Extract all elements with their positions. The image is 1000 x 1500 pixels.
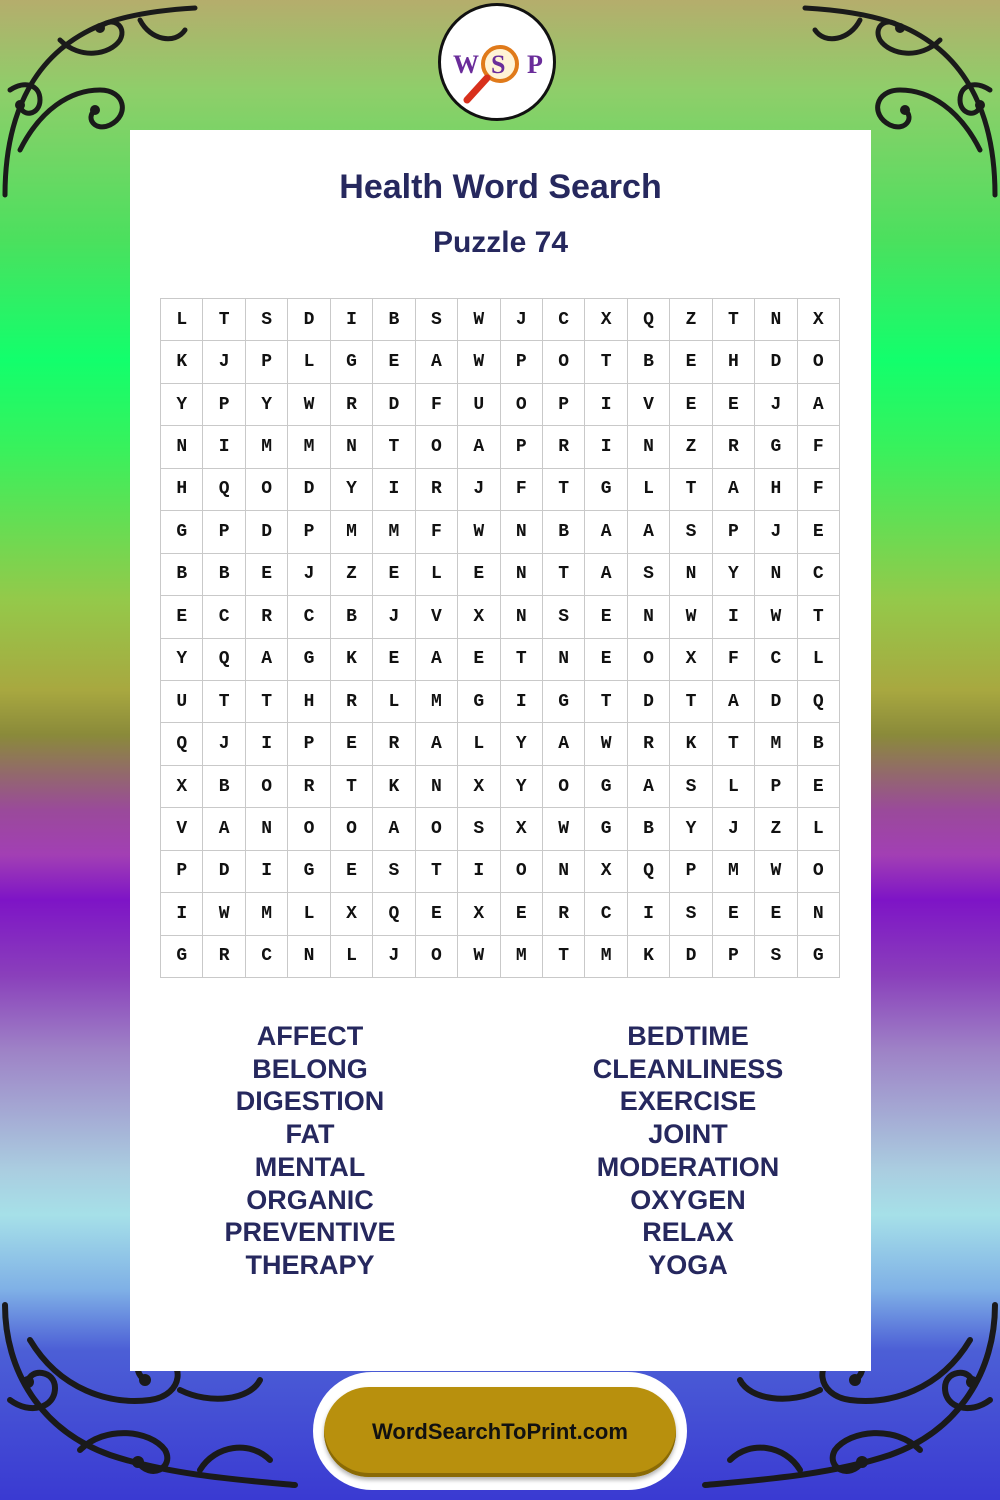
grid-cell[interactable]: B: [203, 766, 245, 808]
grid-cell[interactable]: G: [331, 341, 373, 383]
grid-cell[interactable]: E: [331, 723, 373, 765]
grid-cell[interactable]: I: [628, 893, 670, 935]
grid-cell[interactable]: D: [755, 681, 797, 723]
grid-cell[interactable]: S: [543, 596, 585, 638]
grid-cell[interactable]: T: [203, 681, 245, 723]
grid-cell[interactable]: Z: [755, 808, 797, 850]
word-list-item: YOGA: [648, 1249, 728, 1280]
grid-cell[interactable]: T: [585, 681, 627, 723]
grid-cell[interactable]: O: [628, 639, 670, 681]
grid-cell[interactable]: B: [203, 554, 245, 596]
grid-cell[interactable]: P: [161, 851, 203, 893]
grid-cell[interactable]: J: [203, 723, 245, 765]
word-list-item: EXERCISE: [619, 1086, 757, 1117]
grid-cell[interactable]: Q: [161, 723, 203, 765]
grid-cell[interactable]: O: [798, 851, 840, 893]
grid-cell[interactable]: Y: [501, 723, 543, 765]
grid-cell[interactable]: K: [331, 639, 373, 681]
grid-cell[interactable]: E: [670, 384, 712, 426]
grid-cell[interactable]: J: [713, 808, 755, 850]
grid-cell[interactable]: Y: [161, 384, 203, 426]
grid-cell[interactable]: Q: [203, 469, 245, 511]
grid-cell[interactable]: S: [246, 299, 288, 341]
grid-cell[interactable]: Z: [670, 426, 712, 468]
word-list-left: [130, 1020, 490, 1282]
grid-cell[interactable]: C: [203, 596, 245, 638]
grid-cell[interactable]: E: [246, 554, 288, 596]
letter-grid: [160, 298, 840, 978]
grid-cell[interactable]: A: [373, 808, 415, 850]
grid-cell[interactable]: B: [373, 299, 415, 341]
grid-cell[interactable]: Y: [161, 639, 203, 681]
grid-cell[interactable]: N: [628, 426, 670, 468]
grid-cell[interactable]: P: [288, 511, 330, 553]
grid-cell[interactable]: N: [416, 766, 458, 808]
grid-cell[interactable]: Y: [713, 554, 755, 596]
grid-cell[interactable]: C: [755, 639, 797, 681]
grid-cell[interactable]: E: [161, 596, 203, 638]
grid-cell[interactable]: P: [713, 936, 755, 978]
grid-cell[interactable]: C: [288, 596, 330, 638]
grid-cell[interactable]: V: [416, 596, 458, 638]
grid-cell[interactable]: D: [288, 469, 330, 511]
grid-cell[interactable]: L: [416, 554, 458, 596]
logo-letter-s: S: [491, 50, 506, 79]
grid-cell[interactable]: A: [246, 639, 288, 681]
grid-cell[interactable]: A: [416, 639, 458, 681]
grid-cell[interactable]: M: [713, 851, 755, 893]
grid-cell[interactable]: F: [798, 426, 840, 468]
grid-cell[interactable]: I: [458, 851, 500, 893]
grid-cell[interactable]: B: [628, 341, 670, 383]
grid-cell[interactable]: A: [713, 469, 755, 511]
word-list-item: FAT: [285, 1119, 335, 1150]
grid-cell[interactable]: X: [458, 893, 500, 935]
grid-cell[interactable]: S: [670, 511, 712, 553]
grid-cell[interactable]: E: [713, 384, 755, 426]
grid-cell[interactable]: K: [670, 723, 712, 765]
grid-cell[interactable]: T: [713, 723, 755, 765]
grid-cell[interactable]: G: [755, 426, 797, 468]
grid-cell[interactable]: L: [628, 469, 670, 511]
grid-cell[interactable]: R: [543, 893, 585, 935]
grid-cell[interactable]: L: [713, 766, 755, 808]
grid-cell[interactable]: E: [331, 851, 373, 893]
puzzle-number: Puzzle 74: [432, 226, 569, 259]
grid-cell[interactable]: N: [501, 511, 543, 553]
grid-cell[interactable]: P: [501, 341, 543, 383]
grid-cell[interactable]: A: [416, 341, 458, 383]
grid-cell[interactable]: N: [543, 639, 585, 681]
grid-cell[interactable]: T: [585, 341, 627, 383]
grid-cell[interactable]: K: [373, 766, 415, 808]
word-list-item: THERAPY: [245, 1249, 375, 1280]
grid-cell[interactable]: A: [416, 723, 458, 765]
grid-cell[interactable]: E: [501, 893, 543, 935]
grid-cell[interactable]: B: [628, 808, 670, 850]
grid-cell[interactable]: E: [416, 893, 458, 935]
grid-cell[interactable]: B: [331, 596, 373, 638]
grid-cell[interactable]: T: [798, 596, 840, 638]
grid-cell[interactable]: F: [501, 469, 543, 511]
grid-cell[interactable]: O: [416, 936, 458, 978]
grid-cell[interactable]: W: [458, 341, 500, 383]
grid-cell[interactable]: N: [331, 426, 373, 468]
grid-cell[interactable]: V: [161, 808, 203, 850]
grid-cell[interactable]: X: [585, 851, 627, 893]
grid-cell[interactable]: M: [416, 681, 458, 723]
grid-cell[interactable]: D: [288, 299, 330, 341]
grid-cell[interactable]: L: [288, 341, 330, 383]
grid-cell[interactable]: P: [755, 766, 797, 808]
grid-cell[interactable]: N: [501, 596, 543, 638]
word-list-right: [508, 1020, 868, 1282]
grid-cell[interactable]: N: [543, 851, 585, 893]
word-list-item: ORGANIC: [246, 1184, 374, 1215]
word-list-item: CLEANLINESS: [592, 1053, 784, 1084]
grid-cell[interactable]: G: [585, 808, 627, 850]
grid-cell[interactable]: N: [798, 893, 840, 935]
grid-cell[interactable]: O: [246, 766, 288, 808]
grid-cell[interactable]: M: [246, 893, 288, 935]
grid-cell[interactable]: W: [458, 936, 500, 978]
grid-cell[interactable]: Q: [628, 299, 670, 341]
grid-cell[interactable]: P: [670, 851, 712, 893]
grid-cell[interactable]: L: [331, 936, 373, 978]
grid-cell[interactable]: J: [373, 596, 415, 638]
grid-cell[interactable]: R: [416, 469, 458, 511]
grid-cell[interactable]: T: [501, 639, 543, 681]
grid-cell[interactable]: W: [543, 808, 585, 850]
grid-cell[interactable]: I: [501, 681, 543, 723]
grid-cell[interactable]: A: [798, 384, 840, 426]
grid-cell[interactable]: O: [416, 426, 458, 468]
grid-cell[interactable]: Y: [331, 469, 373, 511]
grid-cell[interactable]: X: [501, 808, 543, 850]
grid-cell[interactable]: T: [713, 299, 755, 341]
grid-cell[interactable]: J: [755, 511, 797, 553]
grid-cell[interactable]: K: [161, 341, 203, 383]
grid-cell[interactable]: I: [373, 469, 415, 511]
grid-cell[interactable]: A: [713, 681, 755, 723]
grid-cell[interactable]: R: [373, 723, 415, 765]
grid-cell[interactable]: X: [670, 639, 712, 681]
grid-cell[interactable]: P: [203, 511, 245, 553]
word-list-item: OXYGEN: [630, 1184, 746, 1215]
logo-letter-w: W: [453, 50, 479, 79]
grid-cell[interactable]: L: [373, 681, 415, 723]
grid-cell[interactable]: D: [628, 681, 670, 723]
word-list-item: DIGESTION: [235, 1086, 385, 1117]
grid-cell[interactable]: B: [798, 723, 840, 765]
grid-cell[interactable]: S: [755, 936, 797, 978]
grid-cell[interactable]: N: [755, 554, 797, 596]
grid-cell[interactable]: W: [288, 384, 330, 426]
grid-cell[interactable]: R: [713, 426, 755, 468]
grid-cell[interactable]: E: [373, 639, 415, 681]
grid-cell[interactable]: F: [416, 384, 458, 426]
grid-cell[interactable]: G: [585, 766, 627, 808]
grid-cell[interactable]: Y: [501, 766, 543, 808]
grid-cell[interactable]: N: [161, 426, 203, 468]
word-list-item: PREVENTIVE: [224, 1217, 396, 1248]
grid-cell[interactable]: R: [288, 766, 330, 808]
grid-cell[interactable]: O: [543, 341, 585, 383]
word-list-item: RELAX: [642, 1217, 734, 1248]
word-list-item: AFFECT: [256, 1021, 364, 1051]
grid-cell[interactable]: E: [373, 341, 415, 383]
grid-cell[interactable]: X: [458, 596, 500, 638]
grid-cell[interactable]: I: [246, 851, 288, 893]
grid-cell[interactable]: C: [543, 299, 585, 341]
grid-cell[interactable]: F: [416, 511, 458, 553]
grid-cell[interactable]: P: [288, 723, 330, 765]
grid-cell[interactable]: R: [331, 681, 373, 723]
grid-cell[interactable]: Z: [331, 554, 373, 596]
grid-cell[interactable]: C: [585, 893, 627, 935]
grid-cell[interactable]: H: [288, 681, 330, 723]
word-list-item: JOINT: [648, 1119, 728, 1150]
grid-cell[interactable]: O: [501, 851, 543, 893]
grid-cell[interactable]: L: [798, 808, 840, 850]
grid-cell[interactable]: R: [246, 596, 288, 638]
grid-cell[interactable]: M: [246, 426, 288, 468]
grid-cell[interactable]: G: [543, 681, 585, 723]
grid-cell[interactable]: D: [755, 341, 797, 383]
grid-cell[interactable]: D: [246, 511, 288, 553]
grid-cell[interactable]: G: [798, 936, 840, 978]
grid-cell[interactable]: T: [543, 936, 585, 978]
grid-cell[interactable]: S: [416, 299, 458, 341]
grid-cell[interactable]: T: [246, 681, 288, 723]
grid-cell[interactable]: I: [161, 893, 203, 935]
grid-cell[interactable]: C: [246, 936, 288, 978]
grid-cell[interactable]: F: [713, 639, 755, 681]
grid-cell[interactable]: E: [798, 766, 840, 808]
grid-cell[interactable]: Z: [670, 299, 712, 341]
grid-cell[interactable]: G: [585, 469, 627, 511]
grid-cell[interactable]: D: [203, 851, 245, 893]
grid-cell[interactable]: R: [628, 723, 670, 765]
grid-cell[interactable]: Y: [670, 808, 712, 850]
grid-cell[interactable]: A: [543, 723, 585, 765]
grid-cell[interactable]: N: [288, 936, 330, 978]
grid-cell[interactable]: A: [585, 554, 627, 596]
grid-cell[interactable]: F: [798, 469, 840, 511]
grid-cell[interactable]: E: [713, 893, 755, 935]
grid-cell[interactable]: B: [161, 554, 203, 596]
grid-cell[interactable]: D: [670, 936, 712, 978]
wsp-logo[interactable]: [438, 3, 556, 121]
grid-cell[interactable]: R: [543, 426, 585, 468]
grid-cell[interactable]: A: [628, 511, 670, 553]
grid-cell[interactable]: L: [798, 639, 840, 681]
grid-cell[interactable]: W: [458, 511, 500, 553]
grid-cell[interactable]: T: [543, 554, 585, 596]
grid-cell[interactable]: G: [288, 851, 330, 893]
grid-cell[interactable]: H: [161, 469, 203, 511]
grid-cell[interactable]: E: [458, 554, 500, 596]
grid-cell[interactable]: W: [755, 596, 797, 638]
grid-cell[interactable]: V: [628, 384, 670, 426]
word-list-item: MODERATION: [596, 1151, 780, 1182]
grid-cell[interactable]: G: [288, 639, 330, 681]
grid-cell[interactable]: O: [416, 808, 458, 850]
grid-cell[interactable]: E: [670, 341, 712, 383]
grid-cell[interactable]: M: [501, 936, 543, 978]
logo-letter-p: P: [527, 50, 543, 79]
grid-cell[interactable]: W: [755, 851, 797, 893]
grid-cell[interactable]: P: [713, 511, 755, 553]
grid-cell[interactable]: T: [331, 766, 373, 808]
grid-cell[interactable]: E: [585, 639, 627, 681]
grid-cell[interactable]: M: [331, 511, 373, 553]
grid-cell[interactable]: S: [670, 893, 712, 935]
grid-cell[interactable]: U: [458, 384, 500, 426]
grid-cell[interactable]: A: [628, 766, 670, 808]
website-link[interactable]: WordSearchToPrint.com: [324, 1387, 676, 1477]
grid-cell[interactable]: G: [161, 511, 203, 553]
word-list-item: BEDTIME: [627, 1021, 749, 1051]
grid-cell[interactable]: I: [713, 596, 755, 638]
grid-cell[interactable]: J: [203, 341, 245, 383]
grid-cell[interactable]: E: [755, 893, 797, 935]
grid-cell[interactable]: B: [543, 511, 585, 553]
grid-cell[interactable]: E: [458, 639, 500, 681]
grid-cell[interactable]: N: [670, 554, 712, 596]
grid-cell[interactable]: T: [670, 681, 712, 723]
grid-cell[interactable]: W: [203, 893, 245, 935]
grid-cell[interactable]: X: [585, 299, 627, 341]
grid-cell[interactable]: N: [755, 299, 797, 341]
grid-cell[interactable]: O: [288, 808, 330, 850]
grid-cell[interactable]: G: [458, 681, 500, 723]
grid-cell[interactable]: X: [458, 766, 500, 808]
puzzle-panel: [130, 130, 871, 1371]
grid-cell[interactable]: J: [755, 384, 797, 426]
grid-cell[interactable]: I: [331, 299, 373, 341]
grid-cell[interactable]: N: [628, 596, 670, 638]
grid-cell[interactable]: T: [670, 469, 712, 511]
grid-cell[interactable]: S: [458, 808, 500, 850]
grid-cell[interactable]: T: [543, 469, 585, 511]
grid-cell[interactable]: L: [458, 723, 500, 765]
grid-cell[interactable]: X: [798, 299, 840, 341]
grid-cell[interactable]: P: [501, 426, 543, 468]
grid-cell[interactable]: Q: [798, 681, 840, 723]
grid-cell[interactable]: I: [203, 426, 245, 468]
grid-cell[interactable]: Q: [373, 893, 415, 935]
grid-cell[interactable]: I: [585, 426, 627, 468]
grid-cell[interactable]: N: [246, 808, 288, 850]
grid-cell[interactable]: P: [543, 384, 585, 426]
grid-cell[interactable]: J: [501, 299, 543, 341]
grid-cell[interactable]: A: [203, 808, 245, 850]
grid-cell[interactable]: I: [246, 723, 288, 765]
grid-cell[interactable]: J: [288, 554, 330, 596]
grid-cell[interactable]: M: [755, 723, 797, 765]
grid-cell[interactable]: N: [501, 554, 543, 596]
grid-cell[interactable]: O: [543, 766, 585, 808]
grid-cell[interactable]: Q: [628, 851, 670, 893]
grid-cell[interactable]: H: [755, 469, 797, 511]
grid-cell[interactable]: A: [458, 426, 500, 468]
grid-cell[interactable]: T: [373, 426, 415, 468]
word-list-item: BELONG: [252, 1053, 368, 1084]
grid-cell[interactable]: O: [246, 469, 288, 511]
grid-cell[interactable]: E: [373, 554, 415, 596]
grid-cell[interactable]: W: [670, 596, 712, 638]
grid-cell[interactable]: S: [670, 766, 712, 808]
grid-cell[interactable]: R: [331, 384, 373, 426]
grid-cell[interactable]: O: [501, 384, 543, 426]
grid-cell[interactable]: A: [585, 511, 627, 553]
grid-cell[interactable]: Q: [203, 639, 245, 681]
grid-cell[interactable]: M: [585, 936, 627, 978]
grid-cell[interactable]: J: [458, 469, 500, 511]
grid-cell[interactable]: L: [161, 299, 203, 341]
grid-cell[interactable]: O: [798, 341, 840, 383]
grid-cell[interactable]: X: [331, 893, 373, 935]
grid-cell[interactable]: S: [628, 554, 670, 596]
grid-cell[interactable]: D: [373, 384, 415, 426]
grid-cell[interactable]: H: [713, 341, 755, 383]
grid-cell[interactable]: S: [373, 851, 415, 893]
grid-cell[interactable]: P: [246, 341, 288, 383]
grid-cell[interactable]: M: [373, 511, 415, 553]
grid-cell[interactable]: W: [458, 299, 500, 341]
grid-cell[interactable]: W: [585, 723, 627, 765]
grid-cell[interactable]: Y: [246, 384, 288, 426]
grid-cell[interactable]: E: [798, 511, 840, 553]
grid-cell[interactable]: P: [203, 384, 245, 426]
grid-cell[interactable]: X: [161, 766, 203, 808]
grid-cell[interactable]: L: [288, 893, 330, 935]
grid-cell[interactable]: U: [161, 681, 203, 723]
grid-cell[interactable]: E: [585, 596, 627, 638]
grid-cell[interactable]: C: [798, 554, 840, 596]
grid-cell[interactable]: M: [288, 426, 330, 468]
grid-cell[interactable]: O: [331, 808, 373, 850]
grid-cell[interactable]: T: [416, 851, 458, 893]
grid-cell[interactable]: J: [373, 936, 415, 978]
grid-cell[interactable]: T: [203, 299, 245, 341]
grid-cell[interactable]: K: [628, 936, 670, 978]
grid-cell[interactable]: G: [161, 936, 203, 978]
grid-cell[interactable]: I: [585, 384, 627, 426]
word-list-item: MENTAL: [254, 1151, 366, 1182]
page-title: Health Word Search: [339, 168, 662, 206]
grid-cell[interactable]: R: [203, 936, 245, 978]
